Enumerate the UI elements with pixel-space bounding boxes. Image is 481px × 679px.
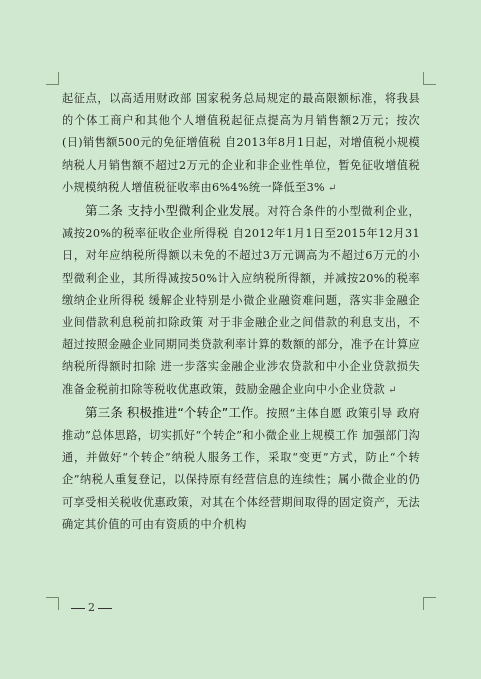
page-number: 2 [88, 601, 95, 614]
footer-dash-right [98, 608, 112, 609]
paragraph-2-text: 对符合条件的小型微利企业，减按20%的税率征收企业所得税 自2012年1月1日至2015年12月31日，对年应纳税所得额以未免的不超过3万元调高为不超过6万元的小型微利企业，其所得减按50%计入应纳税所得额，并减按20%的税率缴纳企业所得税 缓解企业特别是小微企业融资难问题，落实非金融企业间借款利息税前扣除政策 对于非金融企业之间借款的利息支出，不超过按照金融企业同期同类贷款利率计算的数额的部分，准予在计算应纳税所得额时扣除 进一步落实金融企业涉农贷款和中小企业贷款损失准备金税前扣除等税收优惠政策，鼓励金融企业向中小企业贷款 [62, 205, 420, 396]
crop-mark-bottom-left [46, 597, 59, 610]
document-body[interactable] [62, 88, 420, 536]
paragraph-1 [62, 88, 420, 200]
paragraph-1-text: 起征点，以高适用财政部 国家税务总局规定的最高限额标准，将我县的个体工商户和其他个人增值税起征点提高为月销售额2万元；按次(日)销售额500元的免征增值税 自2013年8月1日起，对增值税小规模纳税人月销售额不超过2万元的企业和非企业性单位，暂免征收增值税 小规模纳税人增值税征收率由6%4%统一降低至3% [62, 92, 420, 194]
page-footer [68, 601, 148, 619]
paragraph-mark-icon: ↵ [328, 182, 337, 194]
paragraph-3-text: 按照“主体自愿 政策引导 政府推动”总体思路，切实抓好“个转企”和小微企业上规模工作 加强部门沟通，并做好“个转企”纳税人服务工作，采取“变更”方式，防止“个转企”纳税人重复登记，以保持原有经营信息的连续性；属小微企业的仍可享受相关税收优惠政策，对其在个体经营期间取得的固定资产，无法确定其价值的可由有资质的中介机构 [62, 406, 420, 531]
crop-mark-bottom-right [423, 597, 436, 610]
crop-mark-top-left [46, 72, 59, 85]
article-3-heading: 第三条 积极推进“个转企”工作。 [85, 404, 267, 420]
paragraph-2 [62, 200, 420, 402]
footer-dash-left [71, 608, 85, 609]
article-2-heading: 第二条 支持小型微利企业发展。 [85, 203, 268, 219]
paragraph-mark-icon: ↵ [388, 384, 397, 396]
paragraph-3 [62, 402, 420, 536]
crop-mark-top-right [423, 72, 436, 85]
